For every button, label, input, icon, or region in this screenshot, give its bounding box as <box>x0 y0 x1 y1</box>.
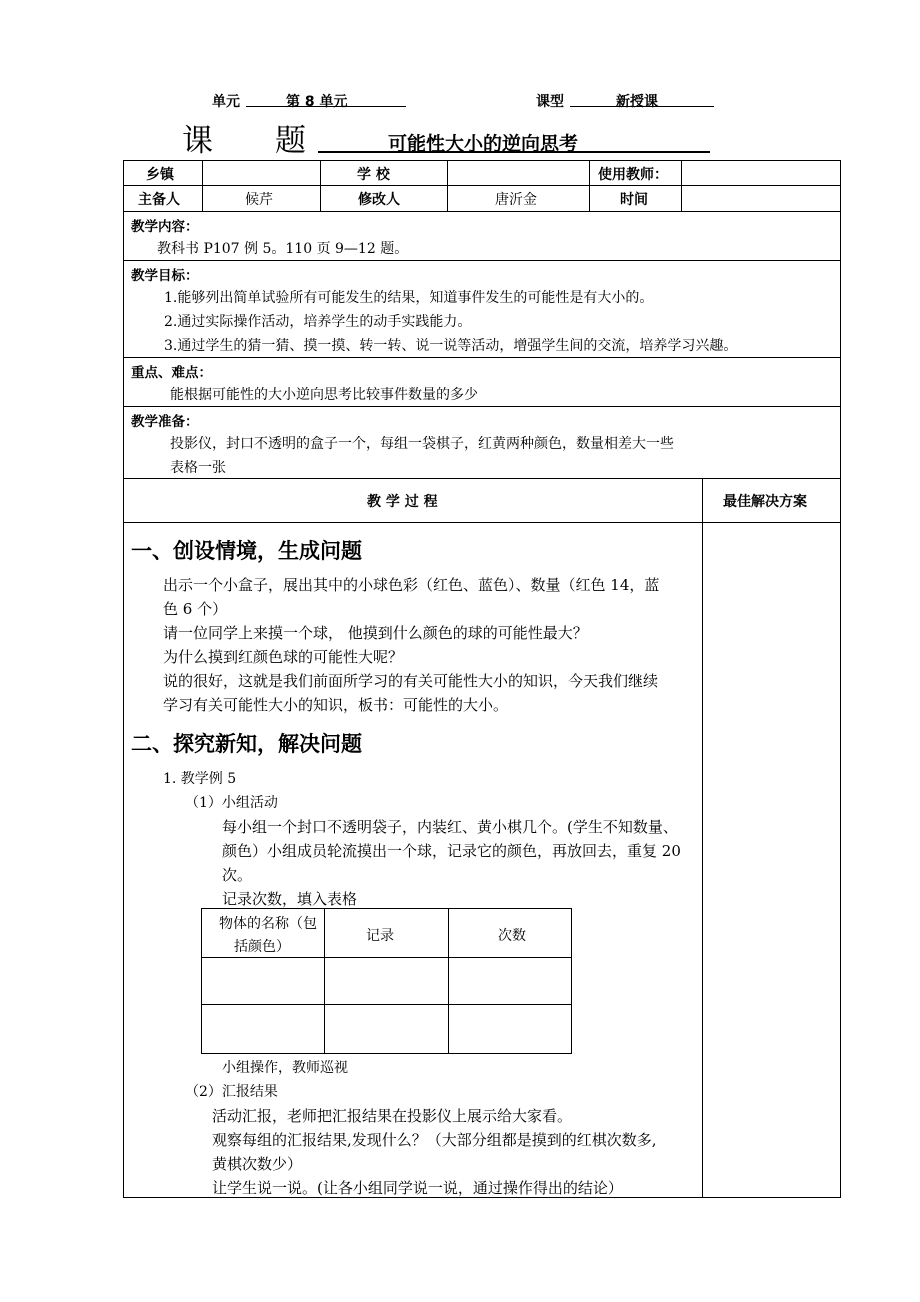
record-table-rule <box>201 1053 572 1054</box>
record-text: 记录次数，填入表格 <box>222 890 358 908</box>
type-value: 新授课 <box>616 94 658 110</box>
record-table-rule <box>448 908 449 1053</box>
teacher-label: 使用教师： <box>598 167 668 183</box>
section1-line: 说的很好，这就是我们前面所学习的有关可能性大小的知识，今天我们继续 <box>163 672 659 690</box>
report-title: （2）汇报结果 <box>185 1084 278 1100</box>
rule <box>123 160 124 1197</box>
record-table-header-name-cont: 括颜色） <box>234 939 290 955</box>
rule <box>320 160 321 211</box>
preparation-line: 投影仪，封口不透明的盒子一个，每组一袋棋子，红黄两种颜色，数量相差大一些 <box>170 436 674 452</box>
section1-line: 学习有关可能性大小的知识，板书：可能性的大小。 <box>163 696 509 714</box>
school-label: 学 校 <box>357 167 390 183</box>
activity-title: （1）小组活动 <box>185 795 278 811</box>
record-table-rule <box>324 908 325 1053</box>
activity-line: 颜色）小组成员轮流摸出一个球，记录它的颜色，再放回去，重复 20 <box>222 842 681 860</box>
preparer-value: 候芹 <box>245 192 273 208</box>
key-points-text: 能根据可能性的大小逆向思考比较事件数量的多少 <box>170 387 478 403</box>
rule <box>123 185 841 186</box>
record-table-header-record: 记录 <box>366 928 394 944</box>
rule <box>840 160 841 1197</box>
rule <box>123 522 841 523</box>
content-text: 教科书 P107 例 5。110 页 9—12 题。 <box>157 241 409 257</box>
goal-item: 3.通过学生的猜一猜、摸一摸、转一转、说一说等活动，增强学生间的交流，培养学习兴趣。 <box>164 338 738 354</box>
activity-line: 每小组一个封口不透明袋子，内装红、黄小棋几个。(学生不知数量、 <box>222 818 678 836</box>
rule <box>123 478 841 479</box>
record-table-rule <box>201 908 202 1053</box>
example-heading: 1. 教学例 5 <box>163 771 237 787</box>
record-table-header-count: 次数 <box>498 928 526 944</box>
content-label: 教学内容： <box>131 219 199 235</box>
rule <box>123 160 841 161</box>
record-table-rule <box>571 908 572 1053</box>
report-line: 让学生说一说。(让各小组同学说一说，通过操作得出的结论） <box>212 1179 623 1197</box>
rule <box>702 478 703 1197</box>
rule <box>447 160 448 211</box>
record-table-rule <box>201 1004 572 1005</box>
key-points-label: 重点、难点： <box>131 365 212 381</box>
goal-item: 2.通过实际操作活动，培养学生的动手实践能力。 <box>164 314 472 330</box>
record-table-rule <box>201 957 572 958</box>
goal-item: 1.能够列出简单试验所有可能发生的结果，知道事件发生的可能性是有大小的。 <box>164 290 654 306</box>
title-label: 课 题 <box>182 123 306 159</box>
report-line: 活动汇报，老师把汇报结果在投影仪上展示给大家看。 <box>212 1107 573 1125</box>
report-line: 黄棋次数少） <box>212 1155 303 1173</box>
rule <box>202 160 203 211</box>
reviser-value: 唐沂金 <box>495 192 537 208</box>
activity-line: 次。 <box>222 866 253 884</box>
record-table-header-name: 物体的名称（包 <box>219 916 317 932</box>
section1-line: 色 6 个） <box>163 600 228 618</box>
rule <box>123 211 841 212</box>
unit-value: 第 8 单元 <box>286 94 348 110</box>
unit-label: 单元 <box>212 94 240 110</box>
section1-line: 为什么摸到红颜色球的可能性大呢？ <box>163 648 404 666</box>
best-solution-header: 最佳解决方案 <box>723 494 807 510</box>
section2-title: 二、探究新知，解决问题 <box>131 732 362 756</box>
town-label: 乡镇 <box>146 167 174 183</box>
preparation-line: 表格一张 <box>170 460 226 476</box>
time-label: 时间 <box>620 192 648 208</box>
reviser-label: 修改人 <box>358 192 400 208</box>
rule <box>123 260 841 261</box>
goals-label: 教学目标： <box>131 268 199 284</box>
preparer-label: 主备人 <box>138 192 180 208</box>
rule <box>681 160 682 211</box>
report-line: 观察每组的汇报结果,发现什么？（大部分组都是摸到的红棋次数多, <box>212 1131 657 1149</box>
record-table-rule <box>201 908 572 909</box>
section1-title: 一、创设情境，生成问题 <box>131 539 362 563</box>
operate-text: 小组操作，教师巡视 <box>222 1060 348 1076</box>
process-header: 教 学 过 程 <box>367 494 438 510</box>
rule <box>123 357 841 358</box>
rule <box>589 160 590 211</box>
section1-line: 出示一个小盒子，展出其中的小球色彩（红色、蓝色）、数量（红色 14，蓝 <box>163 576 660 594</box>
preparation-label: 教学准备： <box>131 414 199 430</box>
title-value: 可能性大小的逆向思考 <box>388 133 579 155</box>
rule <box>123 406 841 407</box>
section1-line: 请一位同学上来摸一个球， 他摸到什么颜色的球的可能性最大？ <box>163 624 588 642</box>
type-label: 课型 <box>536 94 564 110</box>
